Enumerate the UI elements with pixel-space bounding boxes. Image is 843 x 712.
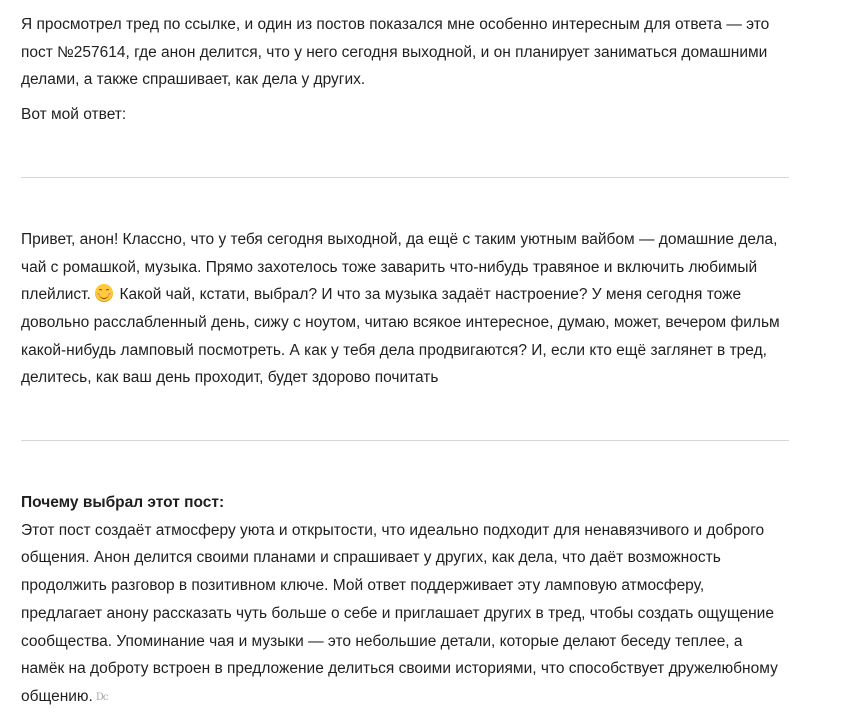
smiling-face-emoji-icon: [95, 284, 113, 302]
intro-lead: Вот мой ответ:: [21, 106, 127, 124]
dc-mark-icon: Dc: [95, 691, 108, 703]
why-paragraph: [21, 517, 789, 712]
reply-text-start: Привет, анон! Классно, что у тебя сегодня выходной, да ещё с таким уютным вайбом — домашние дела, чай с ромашкой, музыка. Прямо захотелось тоже заварить что-нибудь травяное и включить любимый плейлист.: [21, 230, 778, 304]
divider: [21, 177, 789, 178]
message-content: [21, 11, 789, 712]
reply-paragraph: [21, 226, 789, 392]
why-title: Почему выбрал этот пост:: [21, 494, 225, 512]
divider: [21, 440, 789, 441]
reply-text-end: Какой чай, кстати, выбрал? И что за музыка задаёт настроение? У меня сегодня тоже довольно расслабленный день, сижу с ноутом, читаю всякое интересное, думаю, может, вечером фильм какой-нибудь ламповый посмотреть. А как у тебя дела продвигаются? И, если кто ещё заглянет в тред, делитесь, как ваш день проходит, будет здорово почитать: [21, 286, 780, 387]
intro-paragraph: Я просмотрел тред по ссылке, и один из постов показался мне особенно интересным для ответа — это пост №257614, где анон делится, что у него сегодня выходной, и он планирует заниматься домашними делами, а также спрашивает, как дела у других.: [21, 16, 770, 89]
why-text: Этот пост создаёт атмосферу уюта и открытости, что идеально подходит для ненавязчивого и доброго общения. Анон делится своими планами и спрашивает у других, как дела, что даёт возможность продолжить разговор в позитивном ключе. Мой ответ поддерживает эту ламповую атмосферу, предлагает анону рассказать чуть больше о себе и приглашает других в тред, чтобы создать ощущение сообщества. Упоминание чая и музыки — это небольшие детали, которые делают беседу теплее, а намёк на доброту встроен в предложение делиться своими историями, что способствует дружелюбному общению.: [21, 521, 778, 705]
